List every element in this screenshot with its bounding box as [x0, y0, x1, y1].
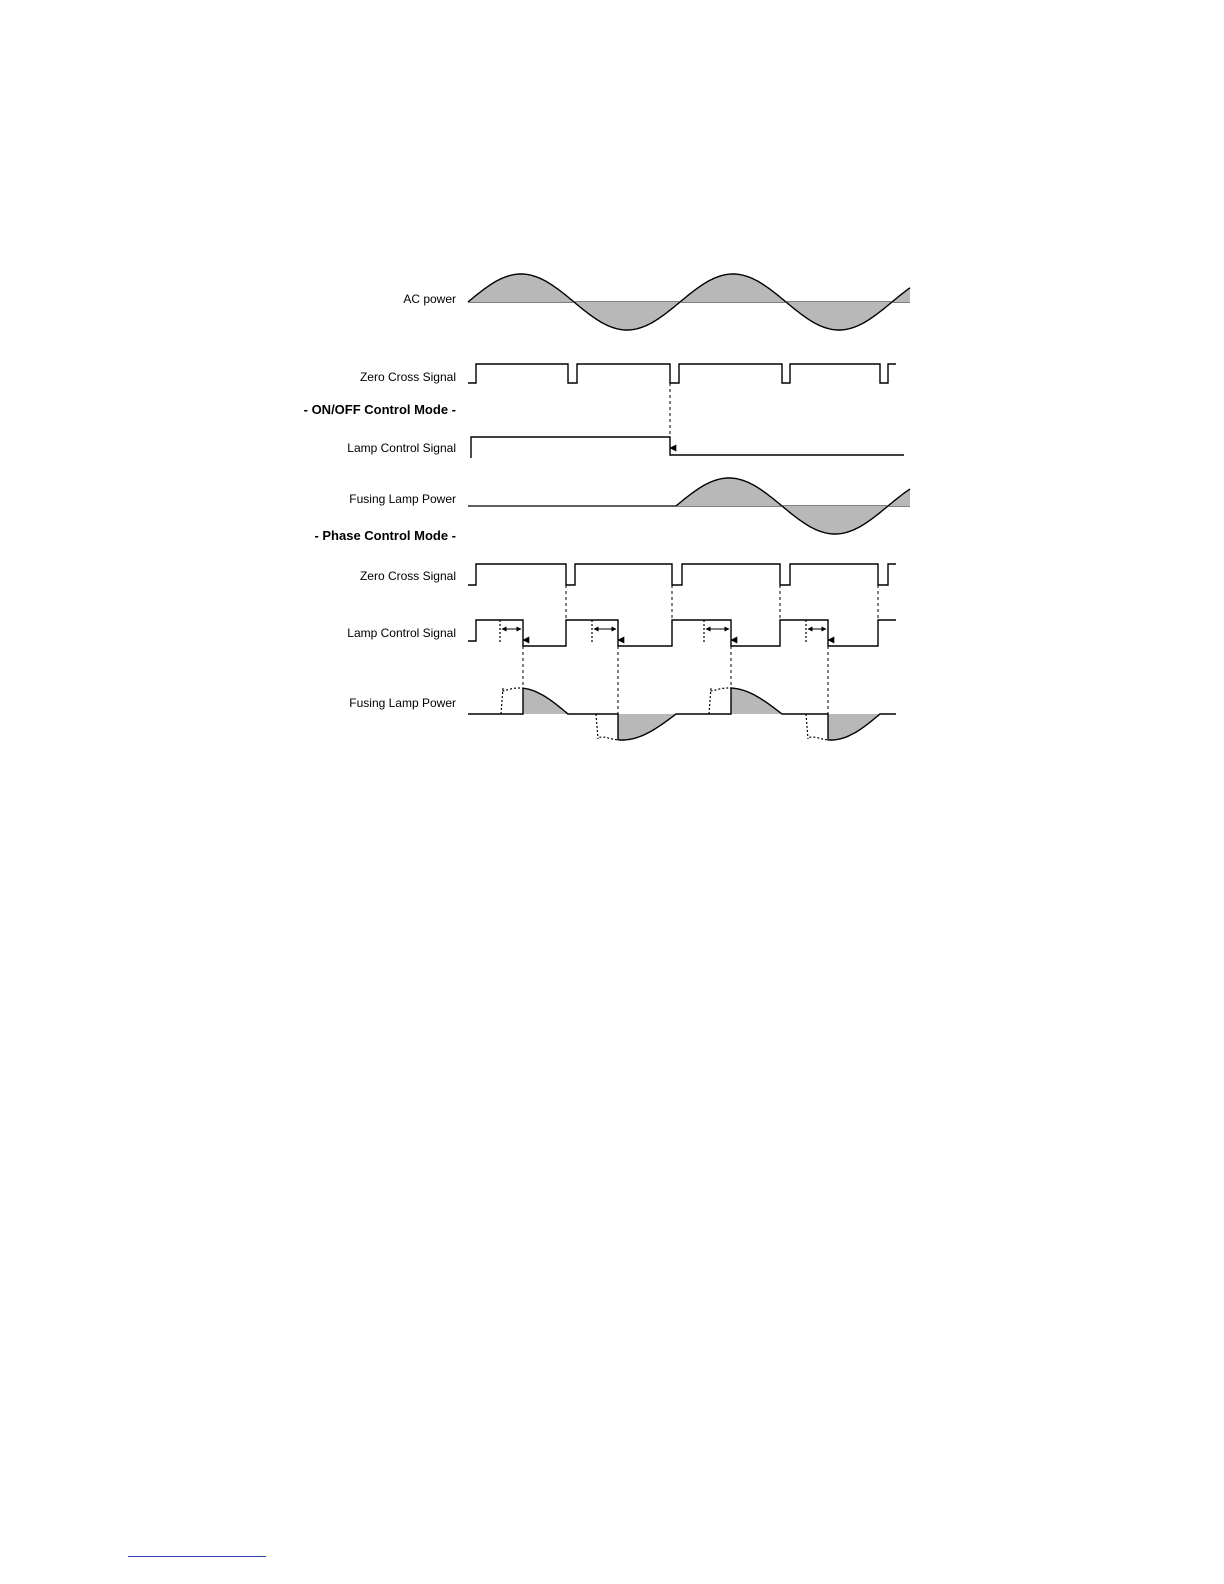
zero-cross-signal-label: Zero Cross Signal — [359, 370, 456, 384]
phase-power-guides — [523, 646, 828, 714]
zero-cross-waveform — [468, 364, 896, 383]
ac-power-waveform — [468, 274, 910, 330]
lamp-control-signal-label: Lamp Control Signal — [347, 441, 456, 455]
zero-cross-signal-label-phase: Zero Cross Signal — [359, 569, 456, 583]
phase-trigger-arrows — [523, 628, 828, 640]
lamp-control-waveform — [471, 437, 904, 458]
fusing-lamp-power-label: Fusing Lamp Power — [349, 492, 456, 506]
lamp-control-waveform-phase — [468, 620, 896, 646]
fusing-lamp-power-waveform-phase — [468, 688, 896, 740]
phase-control-mode-heading: - Phase Control Mode - — [314, 528, 456, 543]
lamp-control-signal-label-phase: Lamp Control Signal — [347, 626, 456, 640]
footer-rule — [128, 1556, 266, 1557]
phase-delay-markers — [500, 620, 826, 642]
fusing-lamp-power-waveform — [468, 478, 910, 534]
ac-power-label: AC power — [403, 292, 456, 306]
zero-cross-waveform-phase — [468, 564, 896, 585]
onoff-control-mode-heading: - ON/OFF Control Mode - — [303, 402, 456, 417]
fusing-lamp-power-label-phase: Fusing Lamp Power — [349, 696, 456, 710]
phase-zero-cross-guides — [566, 585, 878, 620]
